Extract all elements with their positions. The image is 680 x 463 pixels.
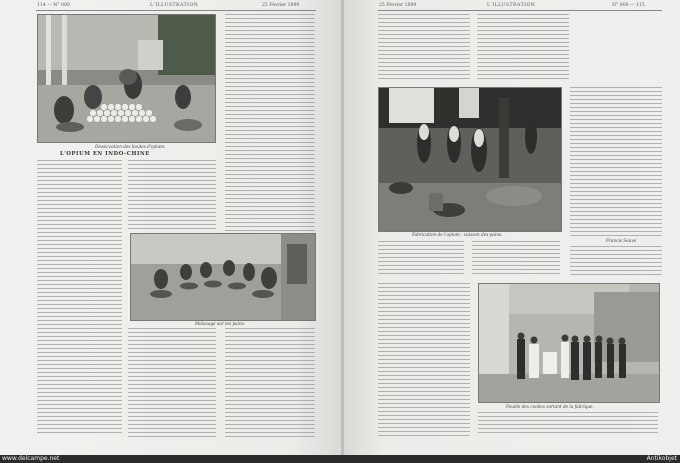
page-number: N° 000 — 115	[612, 3, 645, 8]
page-number: 114 — N° 000	[37, 3, 70, 8]
caption-top-photo: Fabrication de l'opium : cuisson des pains.	[412, 232, 503, 237]
text-column	[570, 246, 662, 277]
left-page	[0, 0, 343, 455]
article-heading: L'OPIUM EN INDO-CHINE	[60, 151, 150, 157]
text-column	[37, 160, 122, 436]
watermark-right: Antikobjet	[646, 455, 677, 462]
issue-date: 25 Février 1899	[379, 3, 417, 8]
masthead: L'ILLUSTRATION	[150, 3, 199, 8]
right-page	[344, 0, 680, 455]
watermark-left: www.delcampe.net	[2, 455, 60, 462]
text-column	[378, 14, 470, 82]
photo-opium-cooking	[378, 87, 562, 232]
text-column	[378, 241, 464, 277]
text-column	[128, 328, 216, 438]
photo-coolies-search	[478, 283, 660, 403]
caption-mid-photo: Malaxage sur les pains.	[195, 321, 246, 326]
masthead: L'ILLUSTRATION	[487, 3, 536, 8]
text-column	[225, 328, 315, 438]
text-column	[128, 160, 216, 230]
caption-bottom-photo: Fouille des coolies sortant de la fabrique.	[506, 404, 594, 409]
caption-top-photo: Dessiccation des boules d'opium.	[95, 144, 166, 149]
text-column	[477, 14, 569, 82]
photo-opium-kneading	[130, 233, 316, 321]
text-column	[570, 87, 662, 237]
text-column	[225, 14, 315, 231]
issue-date: 25 Février 1899	[262, 3, 300, 8]
header-rule	[378, 10, 662, 11]
author-signature: Francis Sauve	[606, 238, 637, 243]
text-column	[478, 412, 658, 436]
photo-opium-drying	[37, 14, 216, 143]
text-column	[472, 241, 560, 277]
header-rule	[36, 10, 316, 11]
watermark-bar	[0, 455, 680, 463]
text-column	[378, 283, 470, 436]
